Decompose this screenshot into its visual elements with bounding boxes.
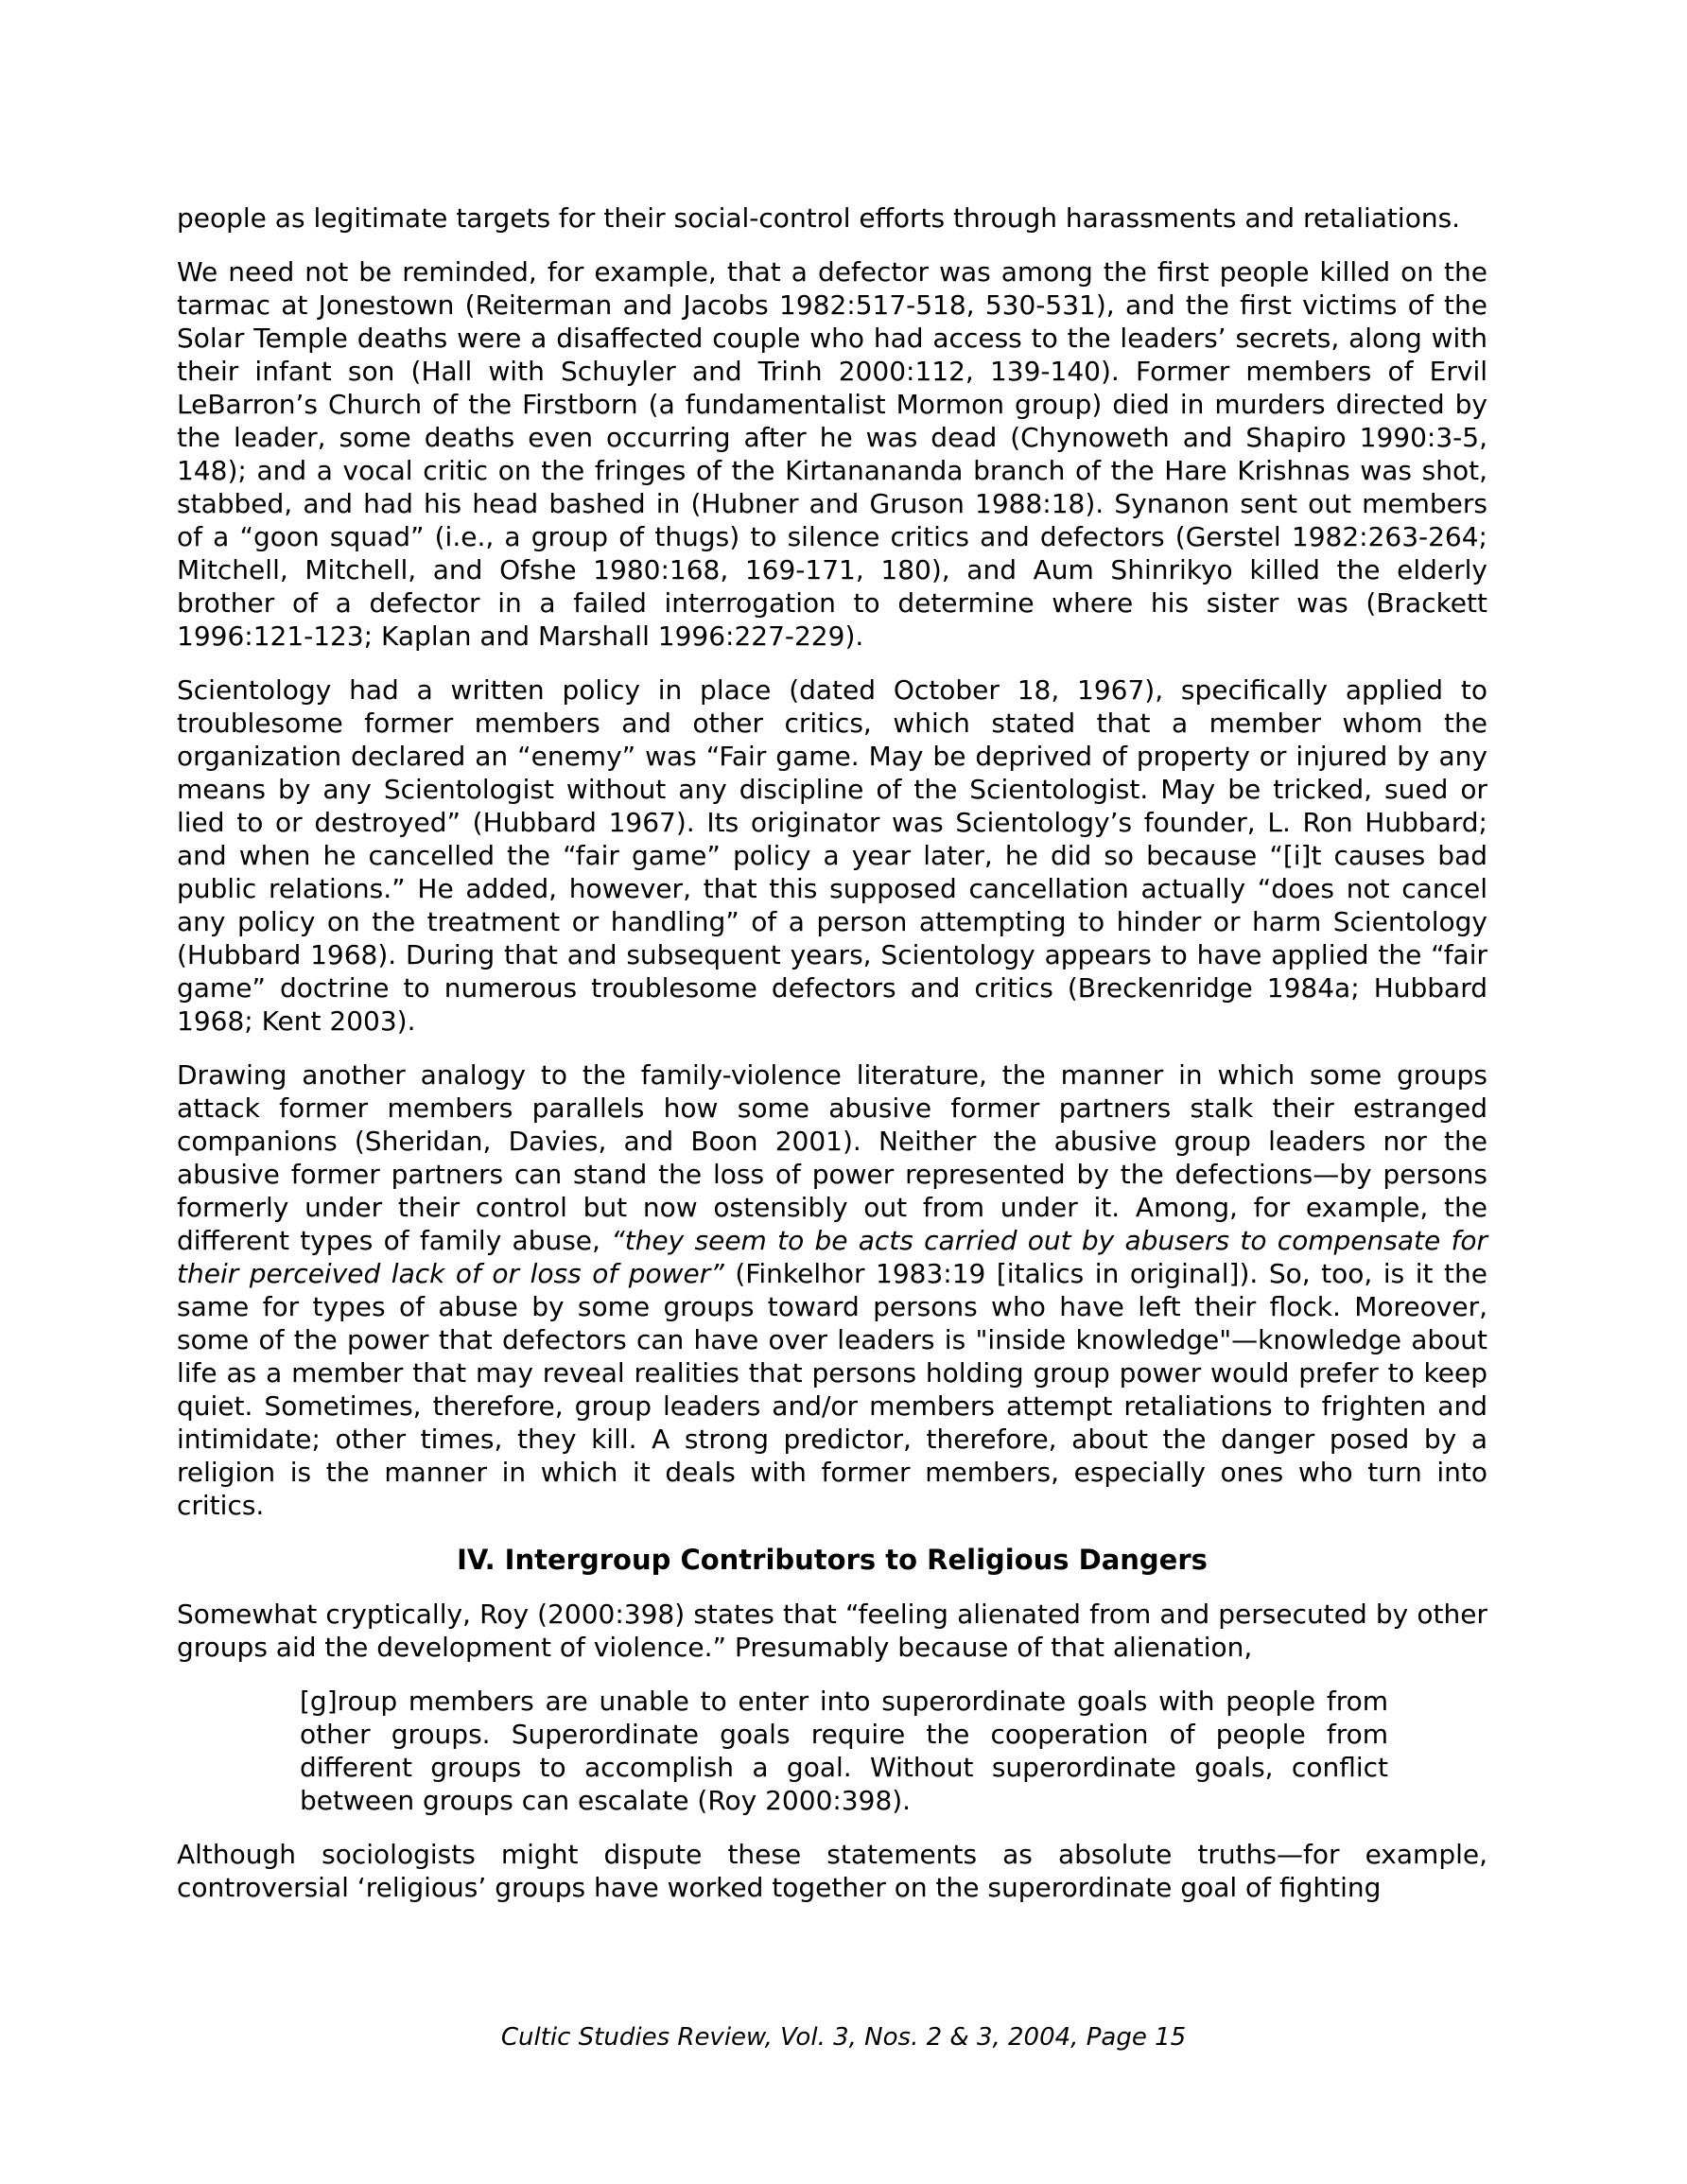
body-paragraph-4 <box>177 1058 1487 1522</box>
body-paragraph-2: We need not be reminded, for example, that a defector was among the first people killed on the tarmac at Jonestown (Reiterman and Jacobs 1982:517-518, 530-531), and the first victims of the Solar Temple deaths were a disaffected couple who had access to the leaders’ secrets, along with their infant son (Hall with Schuyler and Trinh 2000:112, 139-140). Former members of Ervil LeBarron’s Church of the Firstborn (a fundamentalist Mormon group) died in murders directed by the leader, some deaths even occurring after he was dead (Chynoweth and Shapiro 1990:3-5, 148); and a vocal critic on the fringes of the Kirtanananda branch of the Hare Krishnas was shot, stabbed, and had his head bashed in (Hubner and Gruson 1988:18). Synanon sent out members of a “goon squad” (i.e., a group of thugs) to silence critics and defectors (Gerstel 1982:263-264; Mitchell, Mitchell, and Ofshe 1980:168, 169-171, 180), and Aum Shinrikyo killed the elderly brother of a defector in a failed interrogation to determine where his sister was (Brackett 1996:121-123; Kaplan and Marshall 1996:227-229). <box>177 256 1487 652</box>
section-heading: IV. Intergroup Contributors to Religious Dangers <box>457 1544 1208 1576</box>
body-paragraph-1: people as legitimate targets for their social-control efforts through harassments and retaliations. <box>177 202 1461 234</box>
paragraph-4-italic-quote: “they seem to be acts carried out by abusers to compensate for their perceived lack of or loss of power” <box>177 1225 1487 1289</box>
article-body <box>177 201 1487 1925</box>
paragraph-4-text-before-quote: Drawing another analogy to the family-violence literature, the manner in which some groups attack former members parallels how some abusive former partners stalk their estranged companions (Sheridan, Davies, and Boon 2001). Neither the abusive group leaders nor the abusive former partners can stand the loss of power represented by the defections—by persons formerly under their control but now ostensibly out from under it. Among, for example, the different types of family abuse, <box>177 1059 1487 1256</box>
page-footer: Cultic Studies Review, Vol. 3, Nos. 2 & 3, 2004, Page 15 <box>500 2023 1187 2052</box>
paragraph-4-text-after-quote: (Finkelhor 1983:19 [italics in original]). So, too, is it the same for types of abuse by some groups toward persons who have left their flock. Moreover, some of the power that defectors can have over leaders is "inside knowledge"—knowledge about life as a member that may reveal realities that persons holding group power would prefer to keep quiet. Sometimes, therefore, group leaders and/or members attempt retaliations to frighten and intimidate; other times, they kill. A strong predictor, therefore, about the danger posed by a religion is the manner in which it deals with former members, especially ones who turn into critics. <box>177 1258 1487 1521</box>
body-paragraph-6: Although sociologists might dispute these statements as absolute truths—for example, controversial ‘religious’ groups have worked together on the superordinate goal of fighting <box>177 1839 1487 1903</box>
body-paragraph-5: Somewhat cryptically, Roy (2000:398) states that “feeling alienated from and persecuted by other groups aid the development of violence.” Presumably because of that alienation, <box>177 1599 1487 1663</box>
body-paragraph-3: Scientology had a written policy in place (dated October 18, 1967), specifically applied to troublesome former members and other critics, which stated that a member whom the organization declared an “enemy” was “Fair game. May be deprived of property or injured by any means by any Scientologist without any discipline of the Scientologist. May be tricked, sued or lied to or destroyed” (Hubbard 1967). Its originator was Scientology’s founder, L. Ron Hubbard; and when he cancelled the “fair game” policy a year later, he did so because “[i]t causes bad public relations.” He added, however, that this supposed cancellation actually “does not cancel any policy on the treatment or handling” of a person attempting to hinder or harm Scientology (Hubbard 1968). During that and subsequent years, Scientology appears to have applied the “fair game” doctrine to numerous troublesome defectors and critics (Breckenridge 1984a; Hubbard 1968; Kent 2003). <box>177 674 1487 1037</box>
block-quote: [g]roup members are unable to enter into superordinate goals with people from other groups. Superordinate goals require the cooperation of people from different groups to accomplish a goal. Without superordinate goals, conflict between groups can escalate (Roy 2000:398). <box>300 1686 1388 1816</box>
